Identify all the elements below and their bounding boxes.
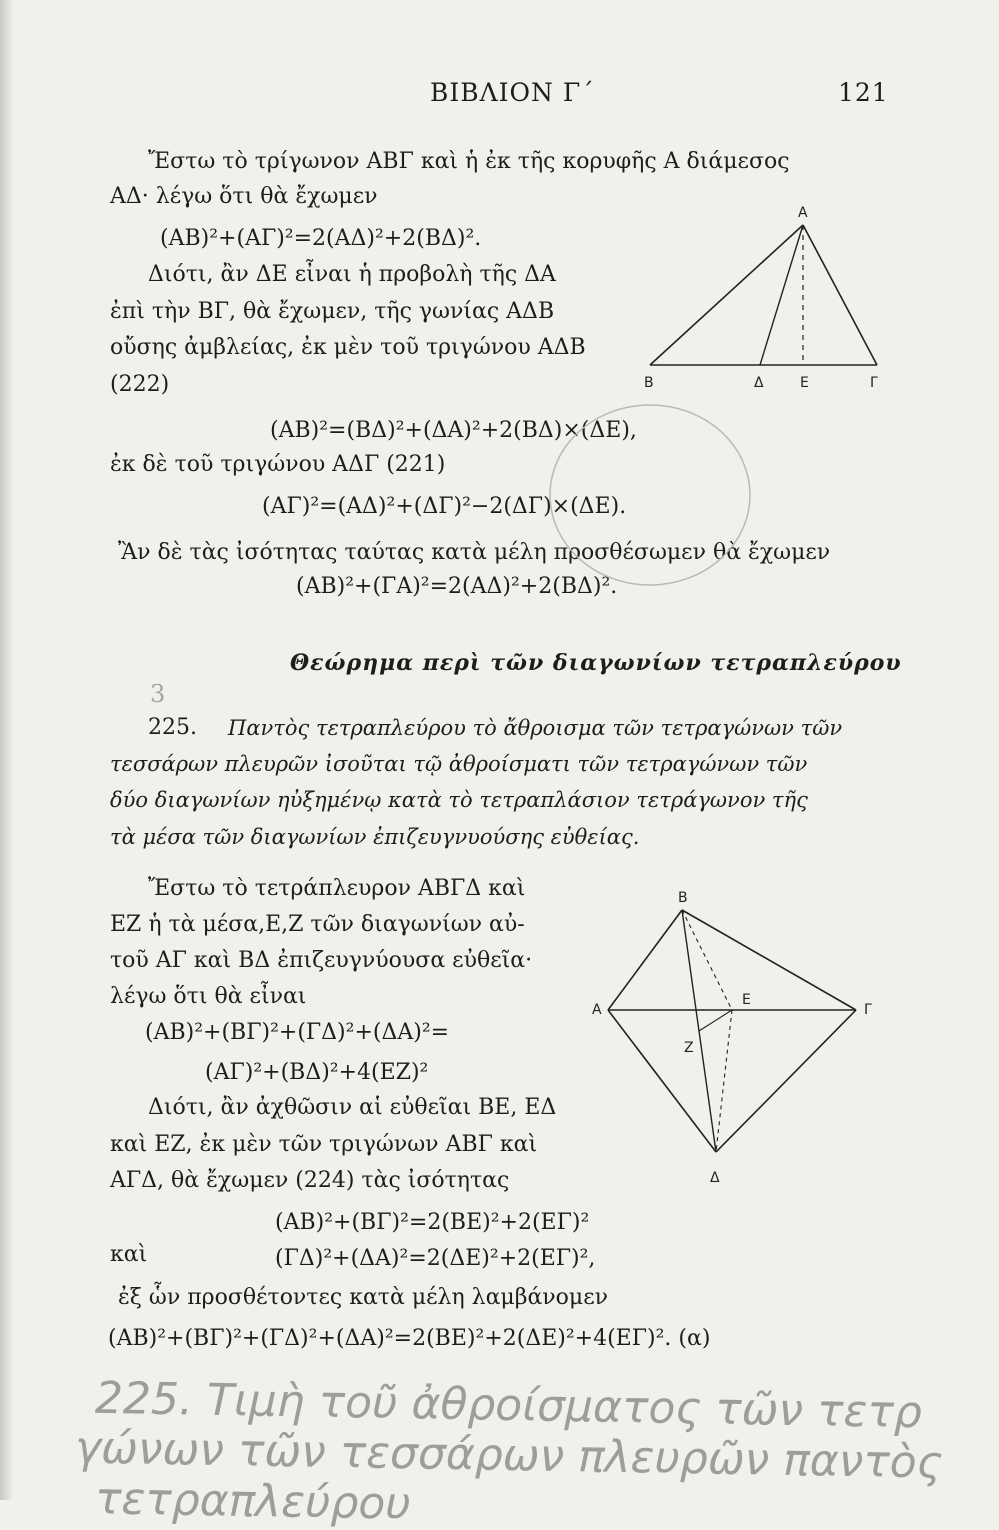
side-AB: [608, 910, 682, 1010]
theorem-statement-line: δύο διαγωνίων ηὐξημένῳ κατὰ τὸ τετραπλάσιον τετράγωνον τῆς: [110, 788, 808, 812]
label-B: Β: [644, 375, 654, 391]
theorem-number: 225.: [148, 715, 197, 740]
pencil-circle-mark: [540, 395, 760, 595]
handwritten-note-line: τετραπλεύρου: [94, 1473, 412, 1530]
page-number: 121: [838, 78, 889, 107]
text-line: Ἔστω τὸ τρίγωνον ΑΒΓ καὶ ἡ ἐκ τῆς κορυφῆς Α διάμεσος: [148, 149, 790, 174]
side-AD: [608, 1010, 716, 1152]
segment-EZ: [699, 1010, 732, 1031]
side-BG: [682, 910, 856, 1010]
median-AD: [760, 225, 803, 365]
side-GD: [716, 1010, 856, 1152]
equation: (ΑΒ)²+(ΒΓ)²+(ΓΔ)²+(ΔΑ)²=: [145, 1020, 450, 1045]
text-line: ΑΓΔ, θὰ ἔχωμεν (224) τὰς ἰσότητας: [110, 1168, 510, 1193]
text-line: Διότι, ἂν ΔΕ εἶναι ἡ προβολὴ τῆς ΔΑ: [148, 262, 556, 287]
label-E: Ε: [742, 992, 751, 1008]
text-line: λέγω ὅτι θὰ εἶναι: [110, 984, 307, 1009]
text-line: ΕΖ ἡ τὰ μέσα,Ε,Ζ τῶν διαγωνίων αὐ-: [110, 912, 525, 937]
text-line: ἐπὶ τὴν ΒΓ, θὰ ἔχωμεν, τῆς γωνίας ΑΔΒ: [110, 299, 555, 324]
theorem-title: Θεώρημα περὶ τῶν διαγωνίων τετραπλεύρου: [290, 650, 902, 676]
text-line: Διότι, ἂν ἀχθῶσιν αἱ εὐθεῖαι ΒΕ, ΕΔ: [148, 1095, 557, 1120]
label-D: Δ: [710, 1170, 720, 1186]
text-line: Ἂν δὲ τὰς ἰσότητας ταύτας κατὰ μέλη προσθέσωμεν θὰ ἔχωμεν: [118, 540, 831, 565]
text-line: (222): [110, 372, 170, 397]
text-line: Ἔστω τὸ τετράπλευρον ΑΒΓΔ καὶ: [148, 876, 526, 901]
page-edge-shadow: [0, 0, 12, 1500]
label-G: Γ: [870, 375, 878, 391]
equation: (ΓΔ)²+(ΔΑ)²=2(ΔΕ)²+2(ΕΓ)²,: [275, 1246, 596, 1271]
handwritten-note-line: 225. Τιμὴ τοῦ ἀθροίσματος τῶν τετρ: [94, 1372, 923, 1439]
text-line: οὔσης ἀμβλείας, ἐκ μὲν τοῦ τριγώνου ΑΔΒ: [110, 335, 586, 360]
equation: (ΑΒ)²+(ΑΓ)²=2(ΑΔ)²+2(ΒΔ)².: [160, 226, 482, 251]
label-E: Ε: [800, 375, 809, 391]
label-A: Α: [592, 1002, 602, 1018]
running-header-title: ΒΙΒΛΙΟΝ Γ΄: [430, 78, 595, 107]
side-AG: [803, 225, 877, 365]
segment-ED: [716, 1010, 732, 1152]
label-A: Α: [798, 205, 808, 221]
equation: (ΑΓ)²+(ΒΔ)²+4(ΕΖ)²: [205, 1060, 429, 1085]
margin-note: 3: [150, 680, 166, 708]
text-line: καὶ: [110, 1242, 148, 1267]
equation: (ΑΒ)²+(ΓΑ)²=2(ΑΔ)²+2(ΒΔ)².: [296, 574, 618, 599]
triangle-median-figure: [640, 205, 900, 390]
label-G: Γ: [864, 1002, 872, 1018]
side-AB: [650, 225, 803, 365]
text-line: ἐξ ὧν προσθέτοντες κατὰ μέλη λαμβάνομεν: [118, 1285, 608, 1310]
theorem-statement-line: τὰ μέσα τῶν διαγωνίων ἐπιζευγνυούσης εὐθείας.: [110, 825, 640, 849]
handwritten-note-line: γώνων τῶν τεσσάρων πλευρῶν παντὸς: [74, 1422, 943, 1489]
text-line: τοῦ ΑΓ καὶ ΒΔ ἐπιζευγνύουσα εὐθεῖα·: [110, 948, 533, 973]
text-line: καὶ ΕΖ, ἐκ μὲν τῶν τριγώνων ΑΒΓ καὶ: [110, 1132, 538, 1157]
label-Z: Ζ: [684, 1040, 694, 1056]
equation: (ΑΒ)²+(ΒΓ)²+(ΓΔ)²+(ΔΑ)²=2(ΒΕ)²+2(ΔΕ)²+4(ΕΓ)². (α): [108, 1326, 711, 1351]
text-line: ἐκ δὲ τοῦ τριγώνου ΑΔΓ (221): [110, 452, 446, 477]
text-line: ΑΔ· λέγω ὅτι θὰ ἔχωμεν: [110, 184, 378, 209]
equation: (ΑΒ)²=(ΒΔ)²+(ΔΑ)²+2(ΒΔ)×(ΔΕ),: [270, 418, 637, 443]
theorem-statement-line: τεσσάρων πλευρῶν ἰσοῦται τῷ ἀθροίσματι τῶν τετραγώνων τῶν: [110, 752, 808, 776]
label-B: Β: [678, 890, 688, 906]
quadrilateral-diagonals-figure: [588, 890, 878, 1190]
equation: (ΑΓ)²=(ΑΔ)²+(ΔΓ)²−2(ΔΓ)×(ΔΕ).: [262, 494, 627, 519]
label-D: Δ: [754, 375, 764, 391]
equation: (ΑΒ)²+(ΒΓ)²=2(ΒΕ)²+2(ΕΓ)²: [275, 1210, 590, 1235]
theorem-statement-line: Παντὸς τετραπλεύρου τὸ ἄθροισμα τῶν τετραγώνων τῶν: [228, 716, 843, 740]
